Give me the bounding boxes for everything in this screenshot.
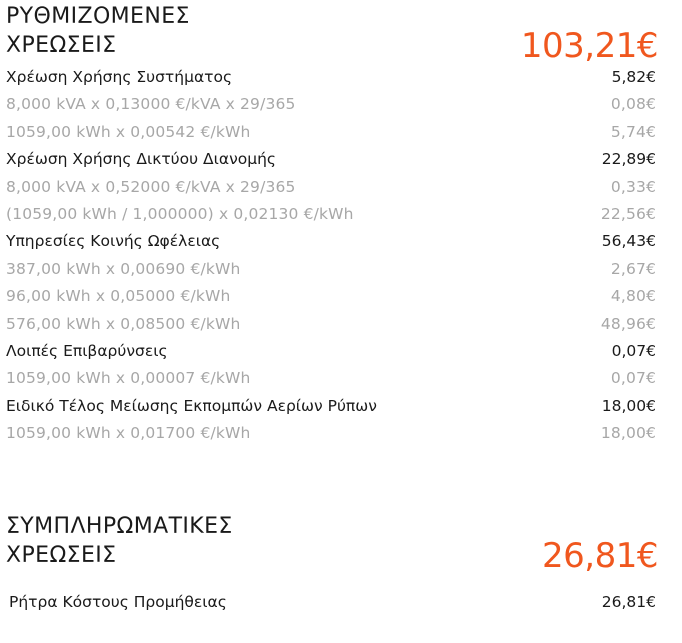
charge-detail-label: 8,000 kVA x 0,13000 €/kVA x 29/365 <box>6 95 296 114</box>
charge-detail-row <box>0 420 682 447</box>
charge-amount: 56,43€ <box>601 232 656 251</box>
charge-detail-row <box>0 174 682 201</box>
charge-label: Λοιπές Επιβαρύνσεις <box>6 341 168 360</box>
supplementary-charges-total: 26,81€ <box>542 536 658 576</box>
charge-detail-row <box>0 91 682 118</box>
regulated-charges-header <box>0 2 682 64</box>
charge-label: Ρήτρα Κόστους Προμήθειας <box>9 593 227 611</box>
charge-detail-amount: 0,08€ <box>610 95 656 114</box>
charge-detail-amount: 5,74€ <box>610 122 656 141</box>
charge-detail-row <box>0 119 682 146</box>
charge-detail-amount: 0,33€ <box>610 177 656 196</box>
charge-detail-row <box>0 311 682 338</box>
charge-detail-amount: 22,56€ <box>600 204 656 223</box>
charge-detail-row <box>0 201 682 228</box>
charge-amount: 22,89€ <box>601 150 656 169</box>
charge-row <box>0 228 682 255</box>
charge-amount: 26,81€ <box>601 593 656 611</box>
regulated-charges-list <box>0 64 682 447</box>
charge-detail-label: (1059,00 kWh / 1,000000) x 0,02130 €/kWh <box>6 204 354 223</box>
supplementary-charges-section <box>0 512 682 616</box>
charge-detail-label: 8,000 kVA x 0,52000 €/kVA x 29/365 <box>6 177 296 196</box>
charge-detail-amount: 48,96€ <box>600 314 656 333</box>
charge-detail-row <box>0 256 682 283</box>
charge-row <box>0 338 682 365</box>
charge-detail-label: 1059,00 kWh x 0,00007 €/kWh <box>6 369 251 388</box>
charge-detail-label: 387,00 kWh x 0,00690 €/kWh <box>6 259 241 278</box>
charge-label: Ειδικό Τέλος Μείωσης Εκπομπών Αερίων Ρύπων <box>6 396 377 415</box>
charge-detail-amount: 18,00€ <box>600 424 656 443</box>
regulated-charges-title: ΡΥΘΜΙΖΟΜΕΝΕΣ ΧΡΕΩΣΕΙΣ <box>6 4 190 58</box>
charge-detail-label: 96,00 kWh x 0,05000 €/kWh <box>6 287 231 306</box>
charge-detail-amount: 4,80€ <box>610 287 656 306</box>
charge-row <box>0 146 682 173</box>
charge-detail-label: 1059,00 kWh x 0,01700 €/kWh <box>6 424 251 443</box>
supplementary-charges-title: ΣΥΜΠΛΗΡΩΜΑΤΙΚΕΣ ΧΡΕΩΣΕΙΣ <box>6 514 233 568</box>
charge-row <box>0 589 682 616</box>
charge-detail-label: 576,00 kWh x 0,08500 €/kWh <box>6 314 241 333</box>
charge-row <box>0 393 682 420</box>
charge-detail-amount: 0,07€ <box>610 369 656 388</box>
charge-detail-label: 1059,00 kWh x 0,00542 €/kWh <box>6 122 251 141</box>
charge-amount: 0,07€ <box>611 341 656 360</box>
charge-detail-amount: 2,67€ <box>610 259 656 278</box>
charge-label: Υπηρεσίες Κοινής Ωφέλειας <box>6 232 221 251</box>
charge-label: Χρέωση Χρήσης Δικτύου Διανομής <box>6 150 276 169</box>
charge-amount: 18,00€ <box>601 396 656 415</box>
charge-detail-row <box>0 283 682 310</box>
charge-row <box>0 64 682 91</box>
supplementary-charges-list <box>0 589 682 616</box>
charge-amount: 5,82€ <box>611 68 656 86</box>
charge-detail-row <box>0 365 682 392</box>
supplementary-charges-header <box>0 512 682 574</box>
charge-label: Χρέωση Χρήσης Συστήματος <box>6 68 233 86</box>
regulated-charges-section <box>0 2 682 447</box>
regulated-charges-total: 103,21€ <box>520 26 658 66</box>
